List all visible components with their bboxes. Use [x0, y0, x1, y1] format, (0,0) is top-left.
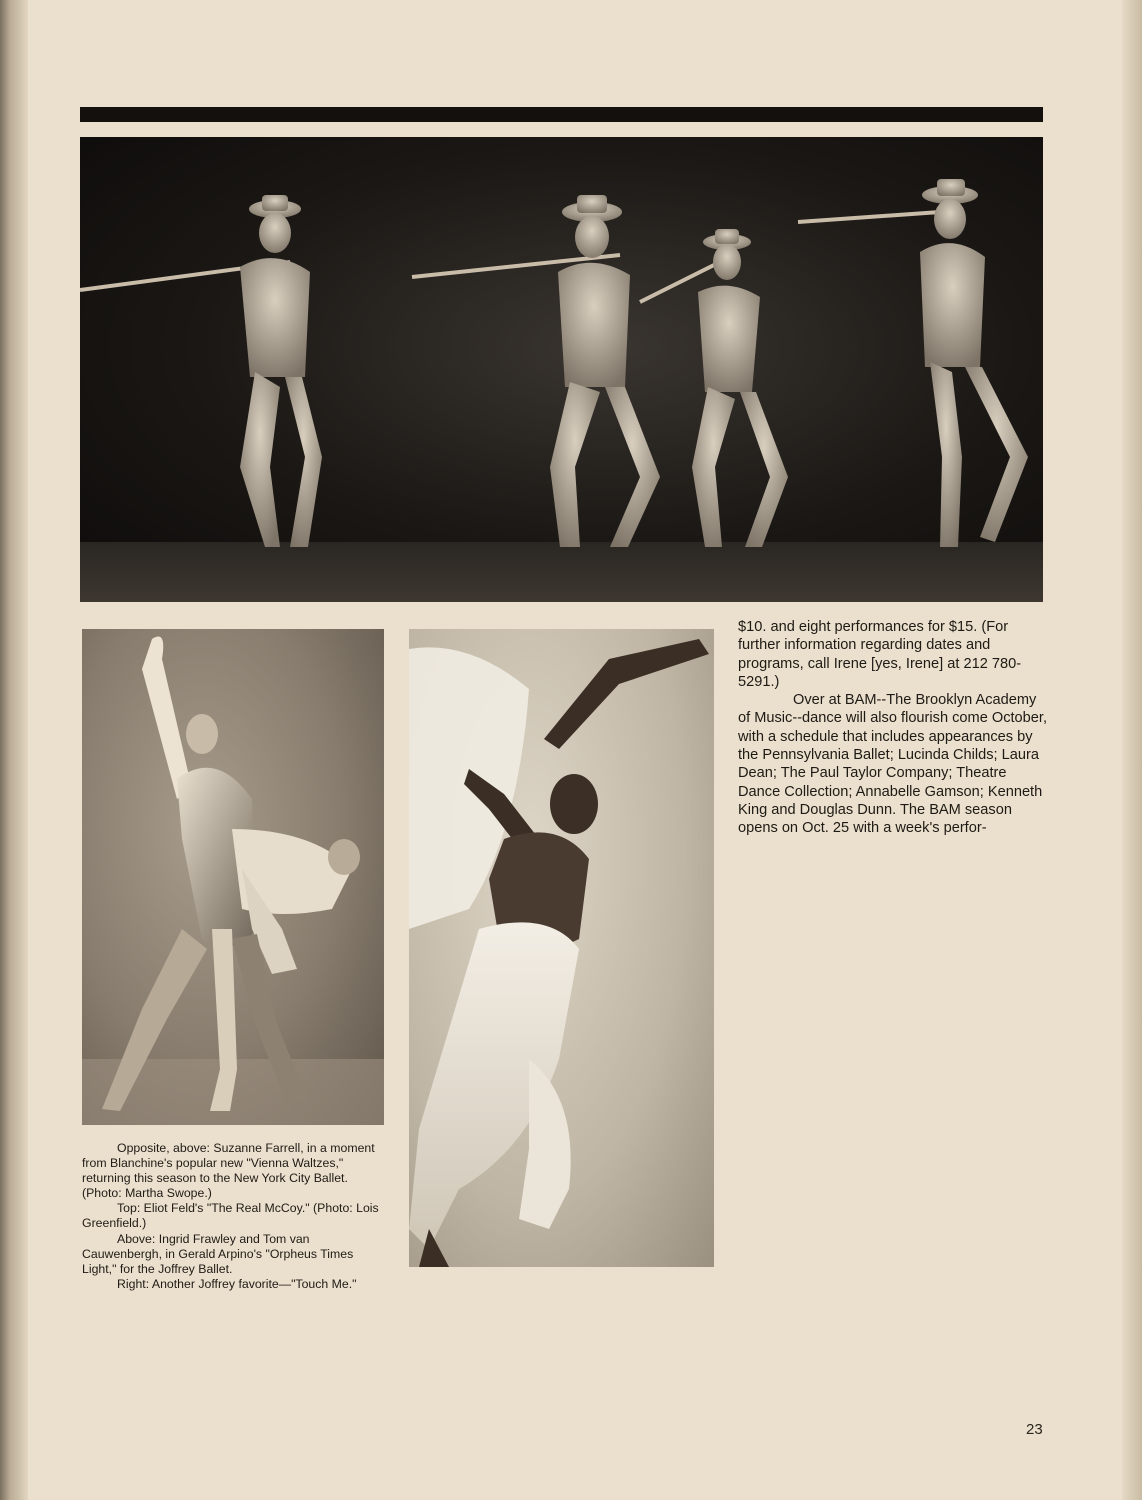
caption-paragraph: Opposite, above: Suzanne Farrell, in a moment from Blanchine's popular new "Vienna Waltzes," returning this season to the New York City Ballet. (Photo: Martha Swope.): [82, 1141, 375, 1201]
page-number: 23: [1026, 1421, 1043, 1438]
top-rule: [80, 107, 1043, 122]
caption-paragraph: Top: Eliot Feld's "The Real McCoy." (Photo: Lois Greenfield.): [82, 1201, 379, 1231]
page-edge: [1122, 0, 1142, 1500]
joffrey-dancer-photo-art: [409, 629, 714, 1267]
caption-paragraph: Right: Another Joffrey favorite—"Touch Me.": [117, 1276, 357, 1291]
dancers-photo-art: [80, 137, 1043, 602]
photo-caption: [82, 1141, 382, 1292]
binding-shadow: [0, 0, 28, 1500]
article-paragraph: Over at BAM--The Brooklyn Academy of Music--dance will also flourish come October, with a schedule that includes appearances by the Pennsylvania Ballet; Lucinda Childs; Laura Dean; The Paul Taylor Company; Theatre Dance Collection; Annabelle Gamson; Kenneth King and Douglas Dunn. The BAM season opens on Oct. 25 with a week's perfor-: [738, 692, 1048, 837]
article-text: [738, 618, 1048, 838]
caption-paragraph: Above: Ingrid Frawley and Tom van Cauwenbergh, in Gerald Arpino's "Orpheus Times Light," for the Joffrey Ballet.: [82, 1231, 354, 1276]
pas-de-deux-photo-art: [82, 629, 384, 1125]
dancers-photo: [80, 137, 1043, 602]
article-paragraph: $10. and eight performances for $15. (For further information regarding dates and programs, call Irene [yes, Irene] at 212 780-5291.): [738, 619, 1022, 690]
pas-de-deux-photo: [82, 629, 384, 1125]
joffrey-dancer-photo: [409, 629, 714, 1267]
